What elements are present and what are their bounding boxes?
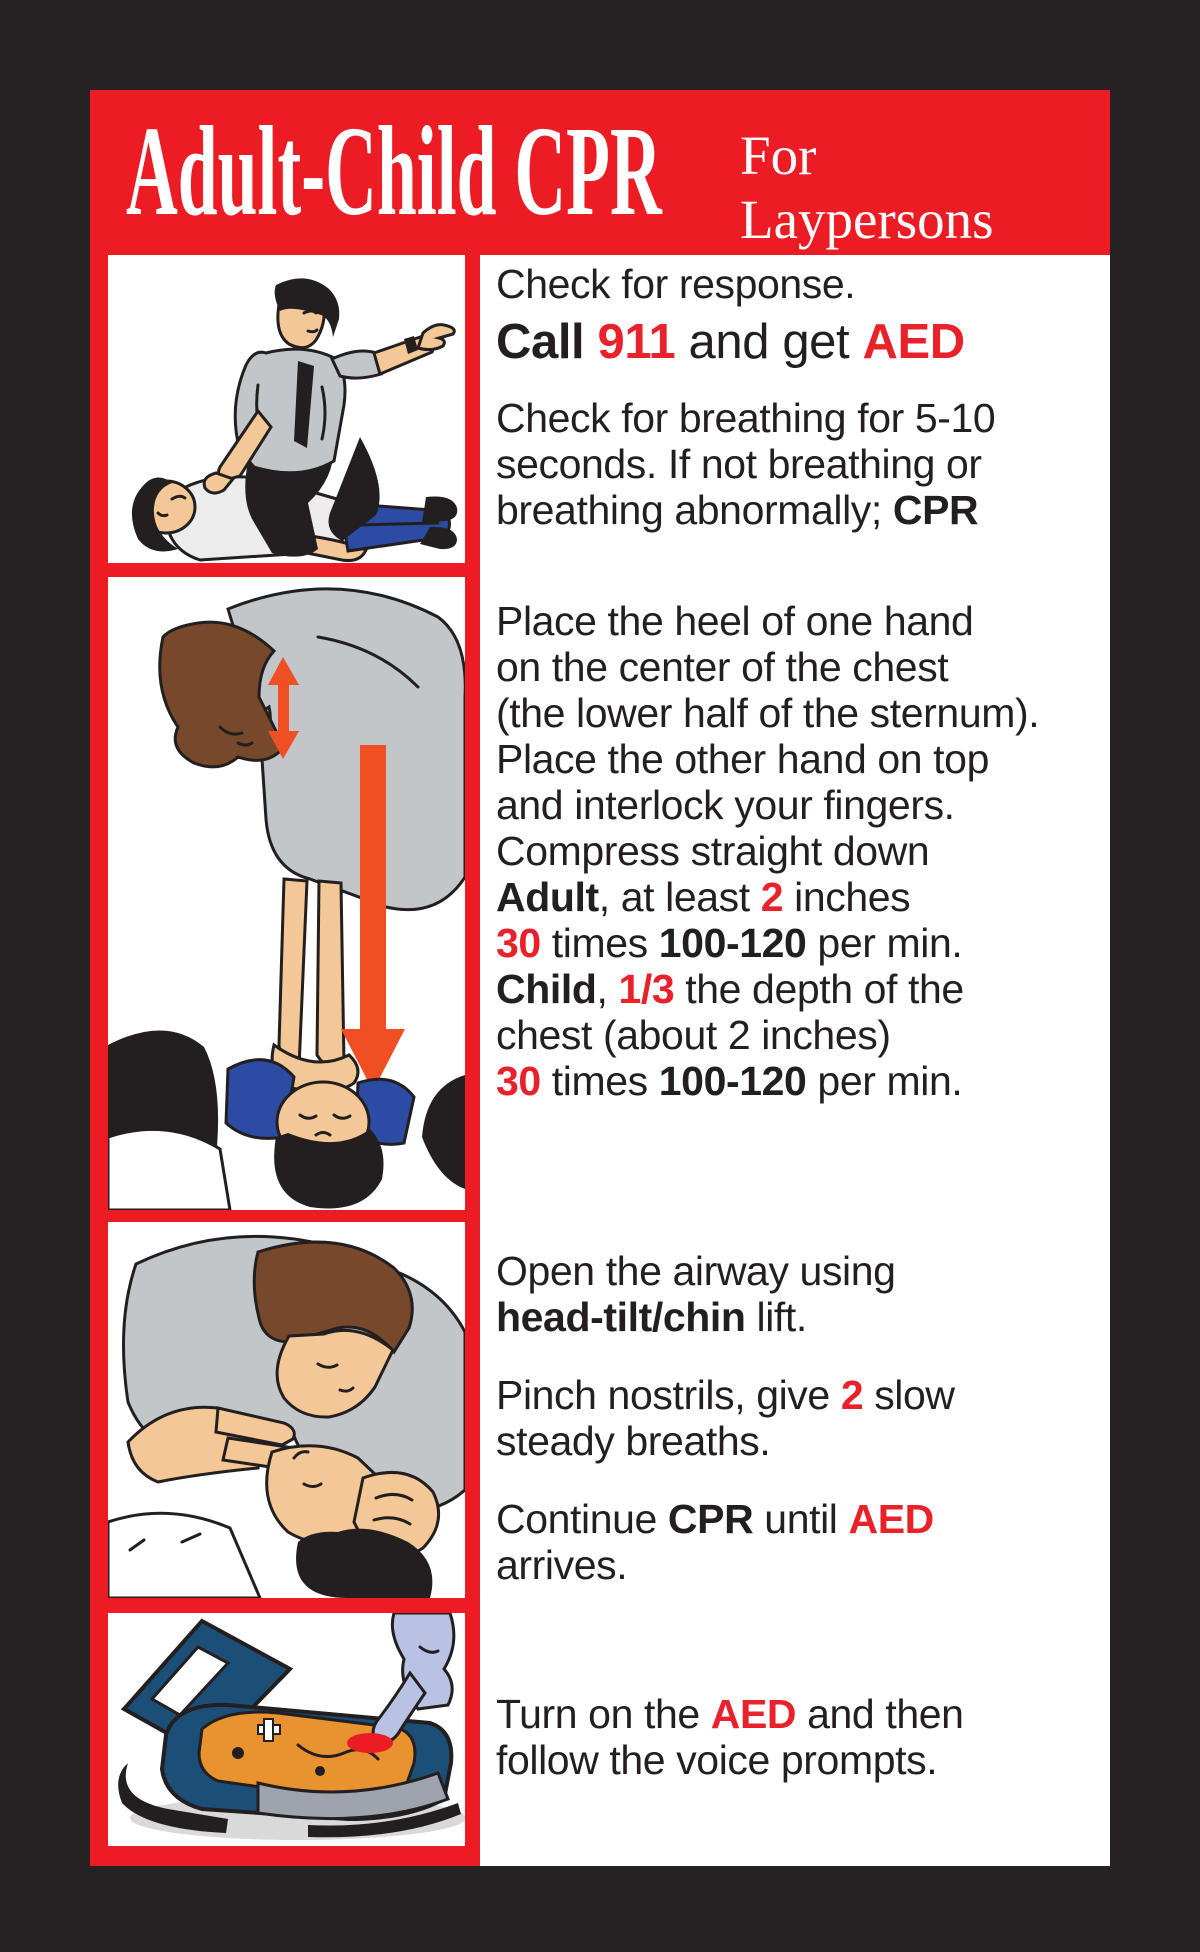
instruction-text: Turn on the <box>496 1691 711 1737</box>
instruction-line <box>496 644 1106 690</box>
instruction-line <box>496 1058 1106 1104</box>
instruction-paragraph <box>496 1372 1106 1464</box>
instruction-text: , at least <box>598 874 761 920</box>
step-assess-instructions <box>496 261 1106 533</box>
instruction-text: and then <box>796 1691 964 1737</box>
instruction-text <box>584 315 597 369</box>
instruction-text: , <box>596 966 619 1012</box>
highlighted-text: 1/3 <box>618 966 675 1012</box>
instruction-line <box>496 920 1106 966</box>
instruction-text: Child <box>496 966 597 1012</box>
poster-subtitle-line2: Laypersons <box>740 189 994 250</box>
poster-title: Adult-Child CPR <box>126 100 662 242</box>
instruction-text: seconds. If not breathing or <box>496 441 982 487</box>
instruction-text: Check for breathing for 5-10 <box>496 395 996 441</box>
instruction-line <box>496 782 1106 828</box>
instruction-line <box>496 966 1106 1012</box>
instruction-paragraph <box>496 261 1106 307</box>
highlighted-text: AED <box>710 1691 797 1737</box>
instruction-text: Place the other hand on top <box>496 736 989 782</box>
instruction-text: times <box>540 1058 659 1104</box>
instruction-line <box>496 874 1106 920</box>
step-2-image-panel <box>108 577 465 1210</box>
instruction-text: lift. <box>745 1294 807 1340</box>
instruction-text: chest (about 2 inches) <box>496 1012 891 1058</box>
instruction-text: on the center of the chest <box>496 644 949 690</box>
instruction-paragraph <box>496 1691 1106 1783</box>
step-compressions-instructions <box>496 598 1106 1104</box>
instruction-line <box>496 736 1106 782</box>
instruction-text: the depth of the <box>674 966 964 1012</box>
instruction-line <box>496 1691 1106 1737</box>
step-breaths-instructions <box>496 1248 1106 1588</box>
instruction-line <box>496 1737 1106 1783</box>
highlighted-text: 911 <box>597 315 676 369</box>
step-4-image-panel <box>108 1613 465 1846</box>
instruction-paragraph <box>496 395 1106 533</box>
instruction-text: Place the heel of one hand <box>496 598 974 644</box>
step-aed-instructions <box>496 1691 1106 1783</box>
instruction-line <box>496 487 1106 533</box>
highlighted-text: AED <box>848 1496 934 1542</box>
instruction-line <box>496 1248 1106 1294</box>
instruction-line <box>496 1542 1106 1588</box>
chest-compressions-illustration <box>108 577 465 1210</box>
poster-subtitle <box>740 124 994 252</box>
poster-card <box>90 90 1110 1866</box>
instruction-text: Adult <box>496 874 599 920</box>
instruction-line <box>496 828 1106 874</box>
instruction-text: arrives. <box>496 1542 628 1588</box>
poster-header <box>90 90 1110 255</box>
aed-device-illustration <box>108 1613 465 1846</box>
instruction-text: (the lower half of the sternum). <box>496 690 1040 736</box>
instruction-line <box>496 690 1106 736</box>
instruction-line <box>496 1496 1106 1542</box>
highlighted-text: 2 <box>840 1372 864 1418</box>
instruction-text: breathing abnormally; <box>496 487 893 533</box>
instruction-text: Call <box>496 315 585 369</box>
instruction-text: CPR <box>892 487 979 533</box>
instruction-paragraph <box>496 598 1106 1104</box>
instruction-text: head-tilt/chin <box>496 1294 746 1340</box>
instruction-text: Compress straight down <box>496 828 930 874</box>
check-response-illustration <box>108 255 465 563</box>
instruction-line <box>496 1294 1106 1340</box>
instruction-line <box>496 1418 1106 1464</box>
instruction-text: steady breaths. <box>496 1418 771 1464</box>
step-3-image-panel <box>108 1222 465 1598</box>
instruction-line <box>496 313 1106 371</box>
instruction-line <box>496 598 1106 644</box>
rescue-breaths-illustration <box>108 1222 465 1598</box>
highlighted-text: 30 <box>496 1058 541 1104</box>
instruction-paragraph <box>496 1248 1106 1340</box>
instruction-text: per min. <box>806 1058 963 1104</box>
instruction-line <box>496 1372 1106 1418</box>
instruction-text: Continue <box>496 1496 668 1542</box>
instruction-text: per min. <box>806 920 963 966</box>
instruction-text: inches <box>783 874 911 920</box>
instruction-paragraph <box>496 313 1106 371</box>
instruction-text: CPR <box>667 1496 754 1542</box>
instruction-text: 100-120 <box>658 920 807 966</box>
instruction-text: times <box>540 920 659 966</box>
instruction-text: Check for response. <box>496 261 856 307</box>
poster-subtitle-line1: For <box>740 125 817 186</box>
instruction-text: follow the voice prompts. <box>496 1737 938 1783</box>
instruction-text: Pinch nostrils, give <box>496 1372 841 1418</box>
instruction-line <box>496 441 1106 487</box>
instruction-text: and interlock your fingers. <box>496 782 955 828</box>
instructions-column <box>480 255 1110 1866</box>
instruction-paragraph <box>496 1496 1106 1588</box>
instruction-text: slow <box>863 1372 955 1418</box>
highlighted-text: 30 <box>496 920 541 966</box>
instruction-text: Open the airway using <box>496 1248 896 1294</box>
instruction-text: and get <box>675 315 863 369</box>
instruction-line <box>496 1012 1106 1058</box>
highlighted-text: 2 <box>760 874 784 920</box>
step-1-image-panel <box>108 255 465 563</box>
instruction-line <box>496 395 1106 441</box>
instruction-text: 100-120 <box>658 1058 807 1104</box>
instruction-text: until <box>753 1496 849 1542</box>
highlighted-text: AED <box>862 315 965 369</box>
instruction-line <box>496 261 1106 307</box>
